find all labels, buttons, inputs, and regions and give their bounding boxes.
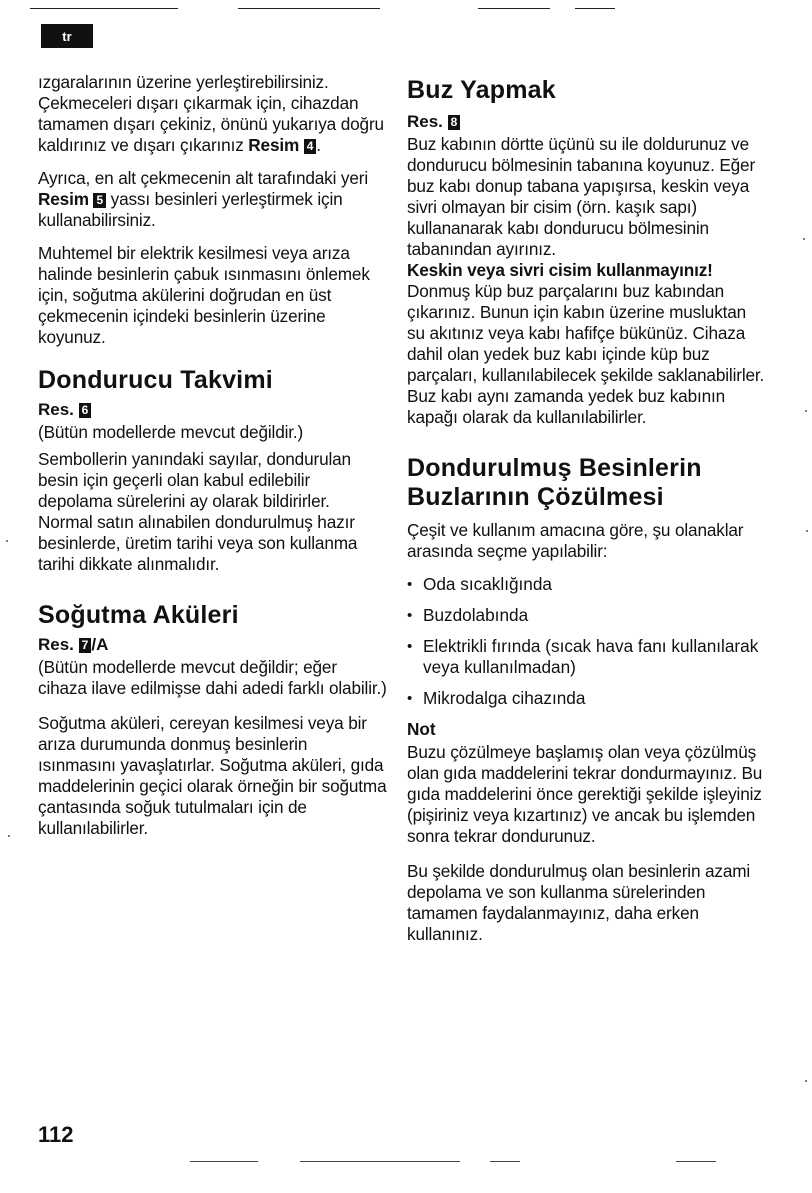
figure-ref-icon: 8 [448, 115, 461, 130]
paragraph-ice-body-1: Buz kabının dörtte üçünü su ile doldurunuz ve dondurucu bölmesinin tabanına koyunuz. Eğer buz kabı donup tabana yapışırsa, keskin veya sivri olmayan bir cisim (örn. kaşık sapı) kullananarak kabı dondurucu bölmesinin tabanından ayırınız. [407, 134, 756, 259]
page-number: 112 [38, 1122, 74, 1147]
figure-ref: Res. 7 /A [38, 635, 109, 654]
bottom-rule [490, 1161, 520, 1162]
scan-speck [8, 835, 10, 837]
top-rule [575, 8, 615, 9]
figure-ref: Res. 8 [407, 111, 767, 132]
top-rule [478, 8, 550, 9]
list-item: • Elektrikli fırında (sıcak hava fanı kullanılarak veya kullanılmadan) [407, 636, 767, 678]
right-column [407, 72, 767, 957]
figure-ref: Res. 6 [38, 399, 388, 420]
scan-speck [805, 1080, 807, 1082]
paragraph-ice-body-2: Keskin veya sivri cisim kullanmayınız! Donmuş küp buz parçalarını buz kabından çıkarınız. Bunun için kabın üzerine musluktan su akıtınız veya kabı hafifçe bükünüz. Cihaza dahil olan yedek buz kabı içinde küp buz parçaları, kullanılabilecek şekilde saklanabilirler. Buz kabı aynı zamanda yedek buz kabının kapağı olarak da kullanılabilirler. [407, 260, 765, 427]
defrost-options-list [407, 574, 767, 709]
warning-text: Keskin veya sivri cisim kullanmayınız! [407, 260, 713, 280]
scan-speck [803, 238, 805, 240]
paragraph-storage-advice: Bu şekilde dondurulmuş olan besinlerin azami depolama ve son kullanma sürelerinden tamamen faydalanmayınız, daha erken kullanınız. [407, 861, 751, 944]
paragraph-drawers: ızgaralarının üzerine yerleştirebilirsiniz. Çekmeceleri dışarı çıkarmak için, cihazdan tamamen dışarı çekiniz, önünü yukarıya doğru kaldırınız ve dışarı çıkarınız Resim 4 . [38, 72, 384, 155]
note-title: Not [407, 719, 436, 739]
figure-ref-icon: 7 [79, 638, 92, 653]
availability-note: (Bütün modellerde mevcut değildir.) [38, 422, 304, 442]
top-rule [30, 8, 178, 9]
paragraph-defrost-intro: Çeşit ve kullanım amacına göre, şu olanaklar arasında seçme yapılabilir: [407, 520, 744, 561]
scan-speck [6, 540, 8, 542]
paragraph-calendar-body: Sembollerin yanındaki sayılar, dondurulan besin için geçerli olan kabul edilebilir depolama sürelerini ay olarak bildirirler. Normal satın alınabilen dondurulmuş hazır besinlerde, üretim tarihi veya son kullanma tarihi dikkate alınmalıdır. [38, 449, 358, 574]
paragraph-power-failure: Muhtemel bir elektrik kesilmesi veya arıza halinde besinlerin çabuk ısınmasını önlemek için, soğutma akülerini doğrudan en üst çekmecenin içindeki besinlerin üzerine koyunuz. [38, 243, 370, 347]
language-badge: tr [41, 24, 93, 48]
left-column [38, 72, 388, 851]
list-item: • Mikrodalga cihazında [407, 688, 767, 709]
top-rule [238, 8, 380, 9]
availability-note: (Bütün modellerde mevcut değildir; eğer cihaza ilave edilmişse dahi adedi farklı olabilir.) [38, 657, 387, 698]
scan-speck [806, 530, 808, 532]
heading-defrosting: Dondurulmuş Besinlerin Buzlarının Çözülmesi [407, 454, 702, 511]
bottom-rule [300, 1161, 460, 1162]
scan-speck [805, 410, 807, 412]
bottom-rule [190, 1161, 258, 1162]
figure-ref-icon: 4 [304, 139, 317, 154]
paragraph-bottom-drawer: Ayrıca, en alt çekmecenin alt tarafındaki yeri Resim 5 yassı besinleri yerleştirmek için kullanabilirsiniz. [38, 168, 369, 230]
paragraph-note-body: Buzu çözülmeye başlamış olan veya çözülmüş olan gıda maddelerini tekrar dondurmayınız. Bu gıda maddelerini önce gerektiği şekilde işleyiniz (pişiriniz veya kızartınız) ve ancak bu işlemden sonra tekrar dondurunuz. [407, 742, 763, 846]
heading-freezer-calendar: Dondurucu Takvimi [38, 366, 273, 394]
figure-ref-icon: 5 [93, 193, 106, 208]
figure-ref-icon: 6 [79, 403, 92, 418]
list-item: • Oda sıcaklığında [407, 574, 767, 595]
list-item: • Buzdolabında [407, 605, 767, 626]
heading-cooling-packs: Soğutma Aküleri [38, 601, 239, 629]
paragraph-cooling-packs-body: Soğutma aküleri, cereyan kesilmesi veya bir arıza durumunda donmuş besinlerin ısınmasını yavaşlatırlar. Soğutma aküleri, gıda maddelerinin geçici olarak örneğin bir soğutma çantasında soğuk tutulmaları için de kullanılabilirler. [38, 713, 387, 838]
bottom-rule [676, 1161, 716, 1162]
heading-ice-making: Buz Yapmak [407, 76, 556, 104]
